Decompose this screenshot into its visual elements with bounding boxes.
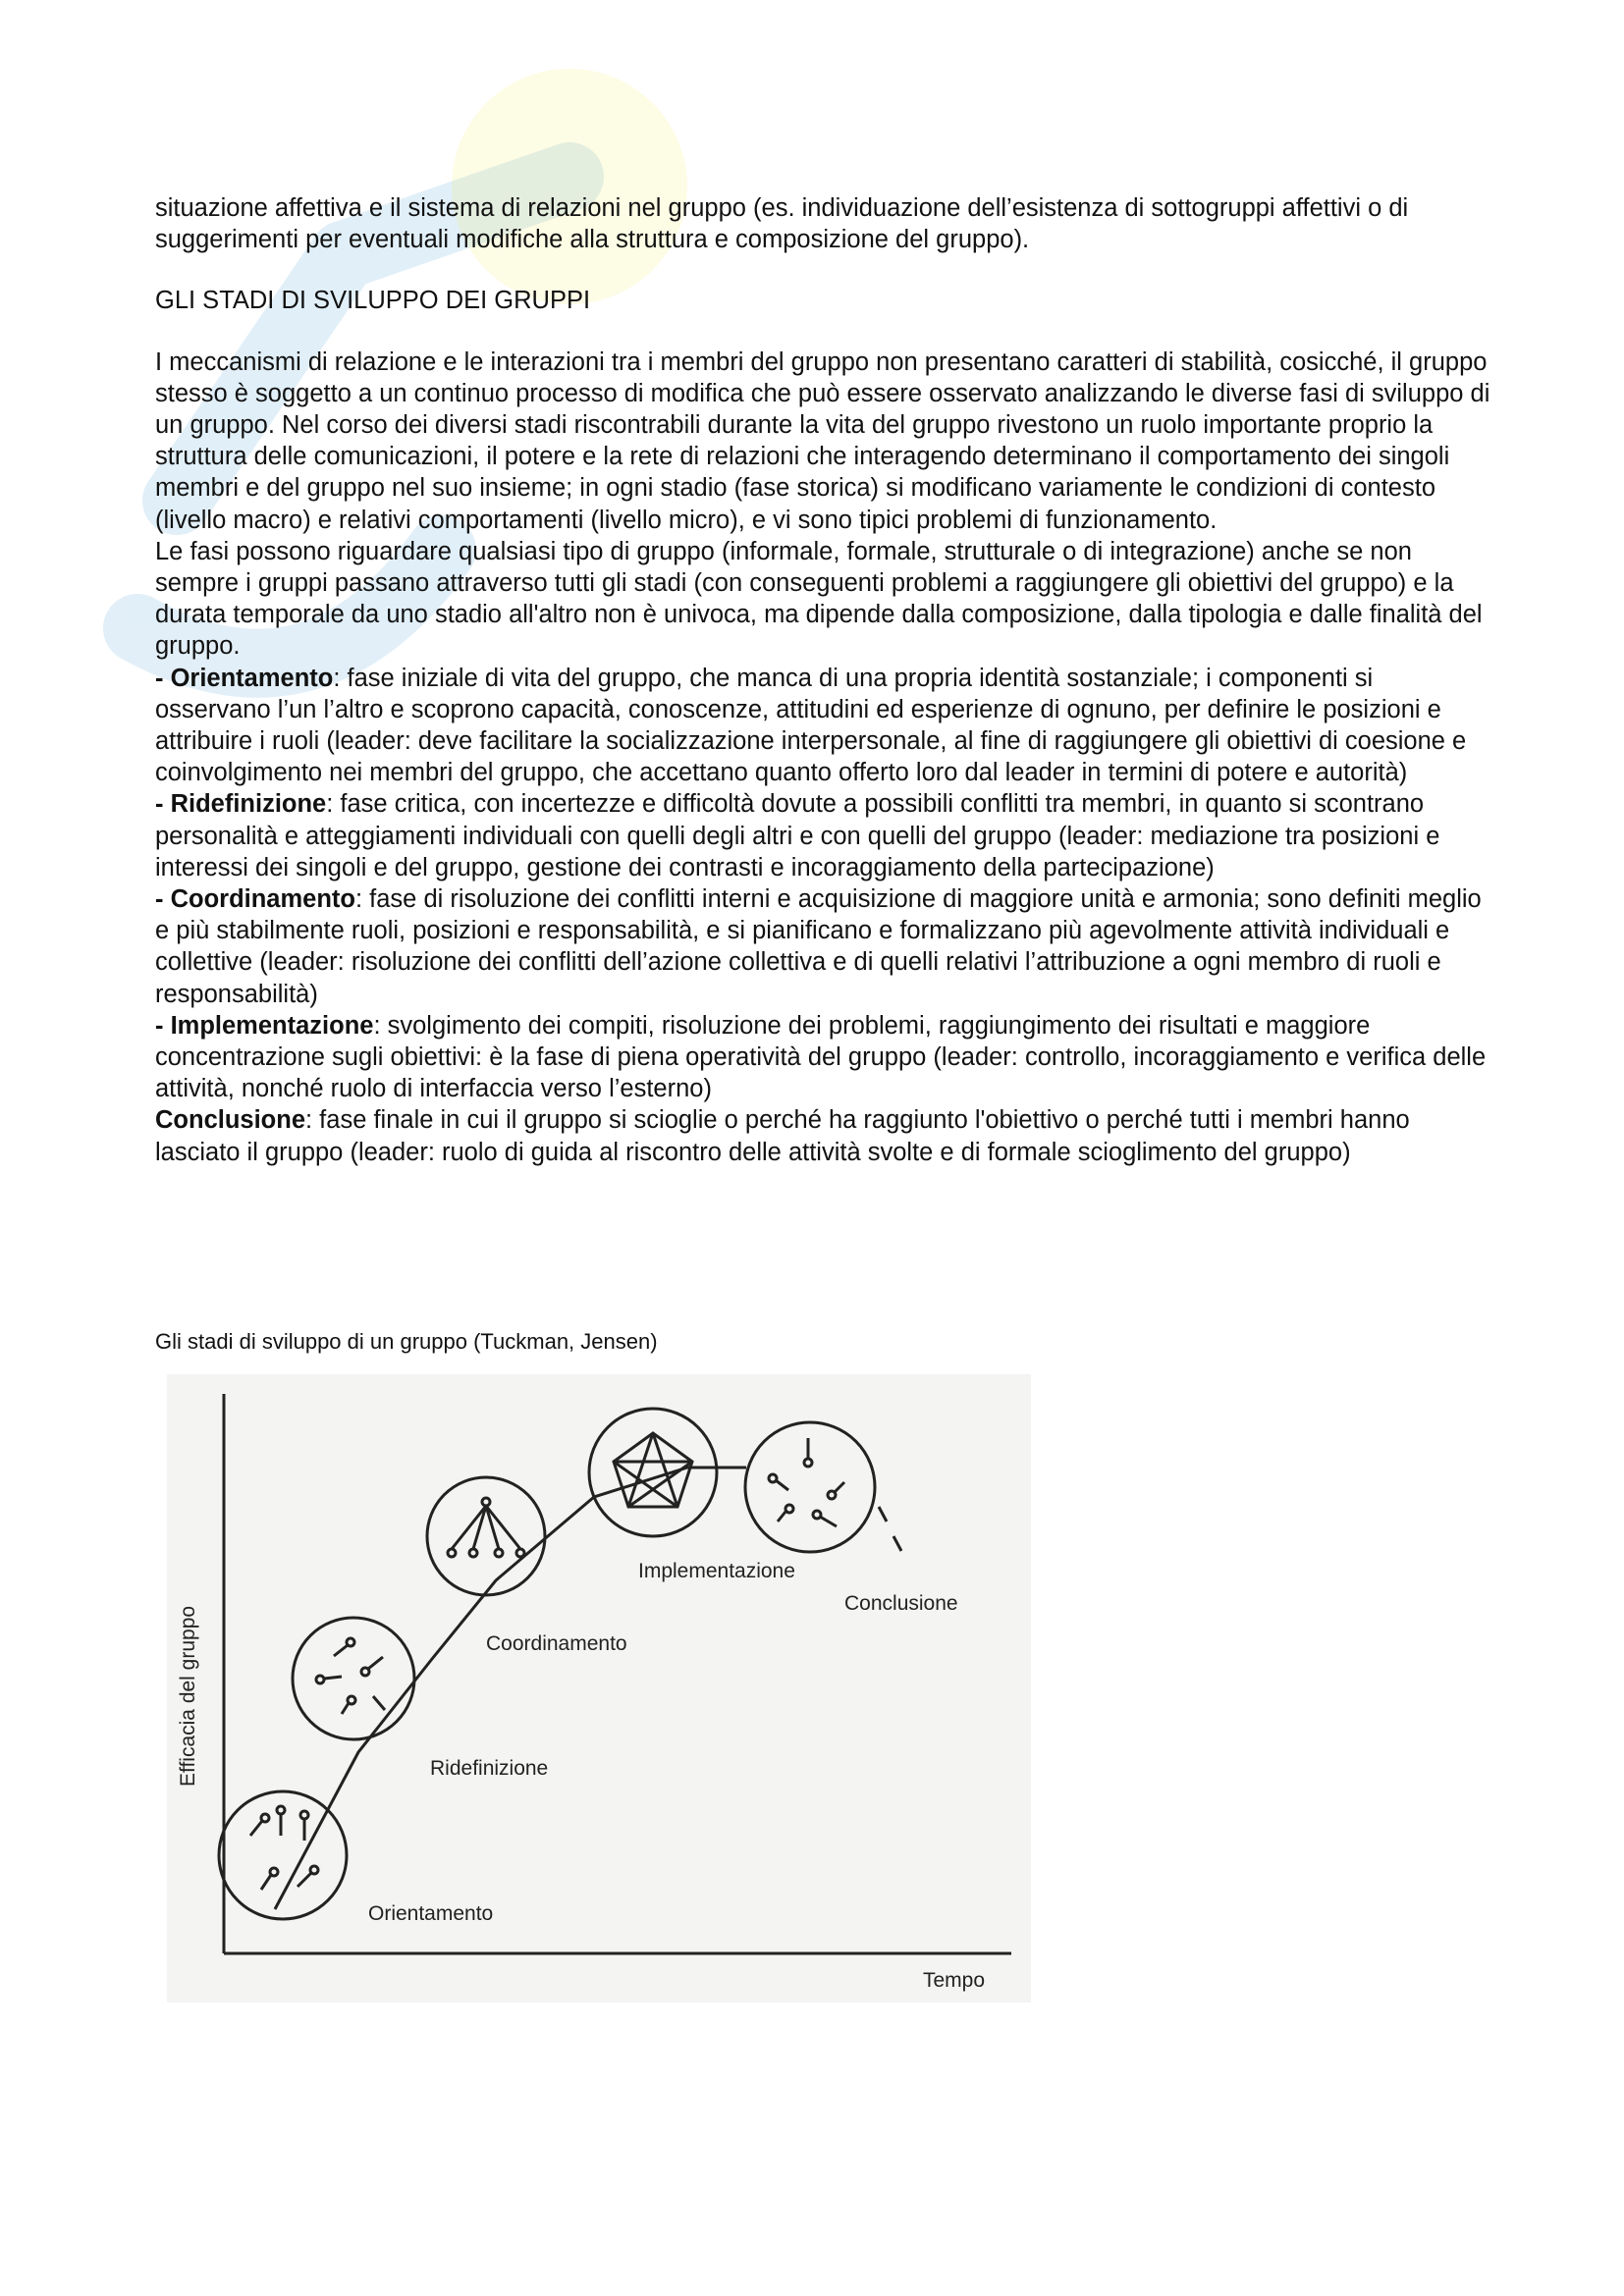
stage-conclusione — [155, 1104, 1492, 1167]
stages-diagram — [167, 1374, 1031, 2002]
stage-label-orientamento: Orientamento — [368, 1902, 494, 1925]
stage-ridefinizione — [155, 788, 1492, 883]
stage-implementazione — [155, 1010, 1492, 1105]
stage-text: : fase iniziale di vita del gruppo, che manca di una propria identità sostanziale; i componenti si osservano l’un l’altro e scoprono capacità, conoscenze, attitudini ed esperienze di ognuno, per definire le posizioni e attribuire i ruoli (leader: deve facilitare la socializzazione interpersonale, al fine di raggiungere gli obiettivi di coesione e coinvolgimento nei membri del gruppo, che accettano quanto offerto loro dal leader in termini di potere e autorità) — [155, 664, 1467, 787]
stage-label-implementazione: Implementazione — [638, 1560, 795, 1582]
figure-caption: Gli stadi di sviluppo di un gruppo (Tuckman, Jensen) — [155, 1329, 658, 1354]
stage-title: - Coordinamento — [155, 885, 355, 914]
stage-title: Conclusione — [155, 1106, 306, 1135]
stages-figure — [167, 1374, 1031, 2002]
document-body — [155, 192, 1492, 1168]
stage-text: : fase di risoluzione dei conflitti interni e acquisizione di maggiore unità e armonia; sono definiti meglio e più stabilmente ruoli, posizioni e responsabilità, e si pianificano e formalizzano più agevolmente attività individuali e collettive (leader: risoluzione dei conflitti dell’azione collettiva e di quelli relativi l’attribuzione a ogni membro di ruoli e responsabilità) — [155, 885, 1482, 1008]
stage-title: - Ridefinizione — [155, 790, 327, 819]
stage-label-conclusione: Conclusione — [844, 1592, 958, 1615]
x-axis-label: Tempo — [923, 1969, 986, 1992]
stage-orientamento — [155, 663, 1492, 789]
stage-title: - Implementazione — [155, 1011, 374, 1040]
stage-label-ridefinizione: Ridefinizione — [430, 1757, 549, 1780]
stage-text: : svolgimento dei compiti, risoluzione dei problemi, raggiungimento dei risultati e maggiore concentrazione sugli obiettivi: è la fase di piena operatività del gruppo (leader: controllo, incoraggiamento e verifica delle attività, nonché ruolo di interfaccia verso l’esterno) — [155, 1011, 1487, 1103]
stage-coordinamento — [155, 883, 1492, 1010]
section-heading: GLI STADI DI SVILUPPO DEI GRUPPI — [155, 287, 591, 315]
paragraph-1: I meccanismi di relazione e le interazioni tra i membri del gruppo non presentano caratteri di stabilità, cosicché, il gruppo stesso è soggetto a un continuo processo di modifica che può essere osservato analizzando le diverse fasi di sviluppo di un gruppo. Nel corso dei diversi stadi riscontrabili durante la vita del gruppo rivestono un ruolo importante proprio la struttura delle comunicazioni, il potere e la rete di relazioni che interagendo determinano il comportamento dei singoli membri e del gruppo nel suo insieme; in ogni stadio (fase storica) si modificano variamente le condizioni di contesto (livello macro) e relativi comportamenti (livello micro), e vi sono tipici problemi di funzionamento. — [155, 347, 1490, 534]
scan-background — [167, 1374, 1031, 2002]
stage-title: - Orientamento — [155, 664, 334, 692]
paragraph-2: Le fasi possono riguardare qualsiasi tipo di gruppo (informale, formale, strutturale o di integrazione) anche se non sempre i gruppi passano attraverso tutti gli stadi (con conseguenti problemi a raggiungere gli obiettivi del gruppo) e la durata temporale da uno stadio all'altro non è univoca, ma dipende dalla composizione, dalla tipologia e dalle finalità del gruppo. — [155, 537, 1483, 661]
intro-paragraph: situazione affettiva e il sistema di relazioni nel gruppo (es. individuazione dell’esistenza di sottogruppi affettivi o di suggerimenti per eventuali modifiche alla struttura e composizione del gruppo). — [155, 194, 1409, 254]
stage-text: : fase finale in cui il gruppo si scioglie o perché ha raggiunto l'obiettivo o perché tutti i membri hanno lasciato il gruppo (leader: ruolo di guida al riscontro delle attività svolte e di formale scioglimento del gruppo) — [155, 1106, 1410, 1166]
stage-label-coordinamento: Coordinamento — [486, 1632, 627, 1655]
stage-text: : fase critica, con incertezze e difficoltà dovute a possibili conflitti tra membri, in quanto si scontrano personalità e atteggiamenti individuali con quelli degli altri e con quelli del gruppo (leader: mediazione tra posizioni e interessi dei singoli e del gruppo, gestione dei contrasti e incoraggiamento della partecipazione) — [155, 790, 1440, 881]
y-axis-label: Efficacia del gruppo — [177, 1605, 199, 1787]
